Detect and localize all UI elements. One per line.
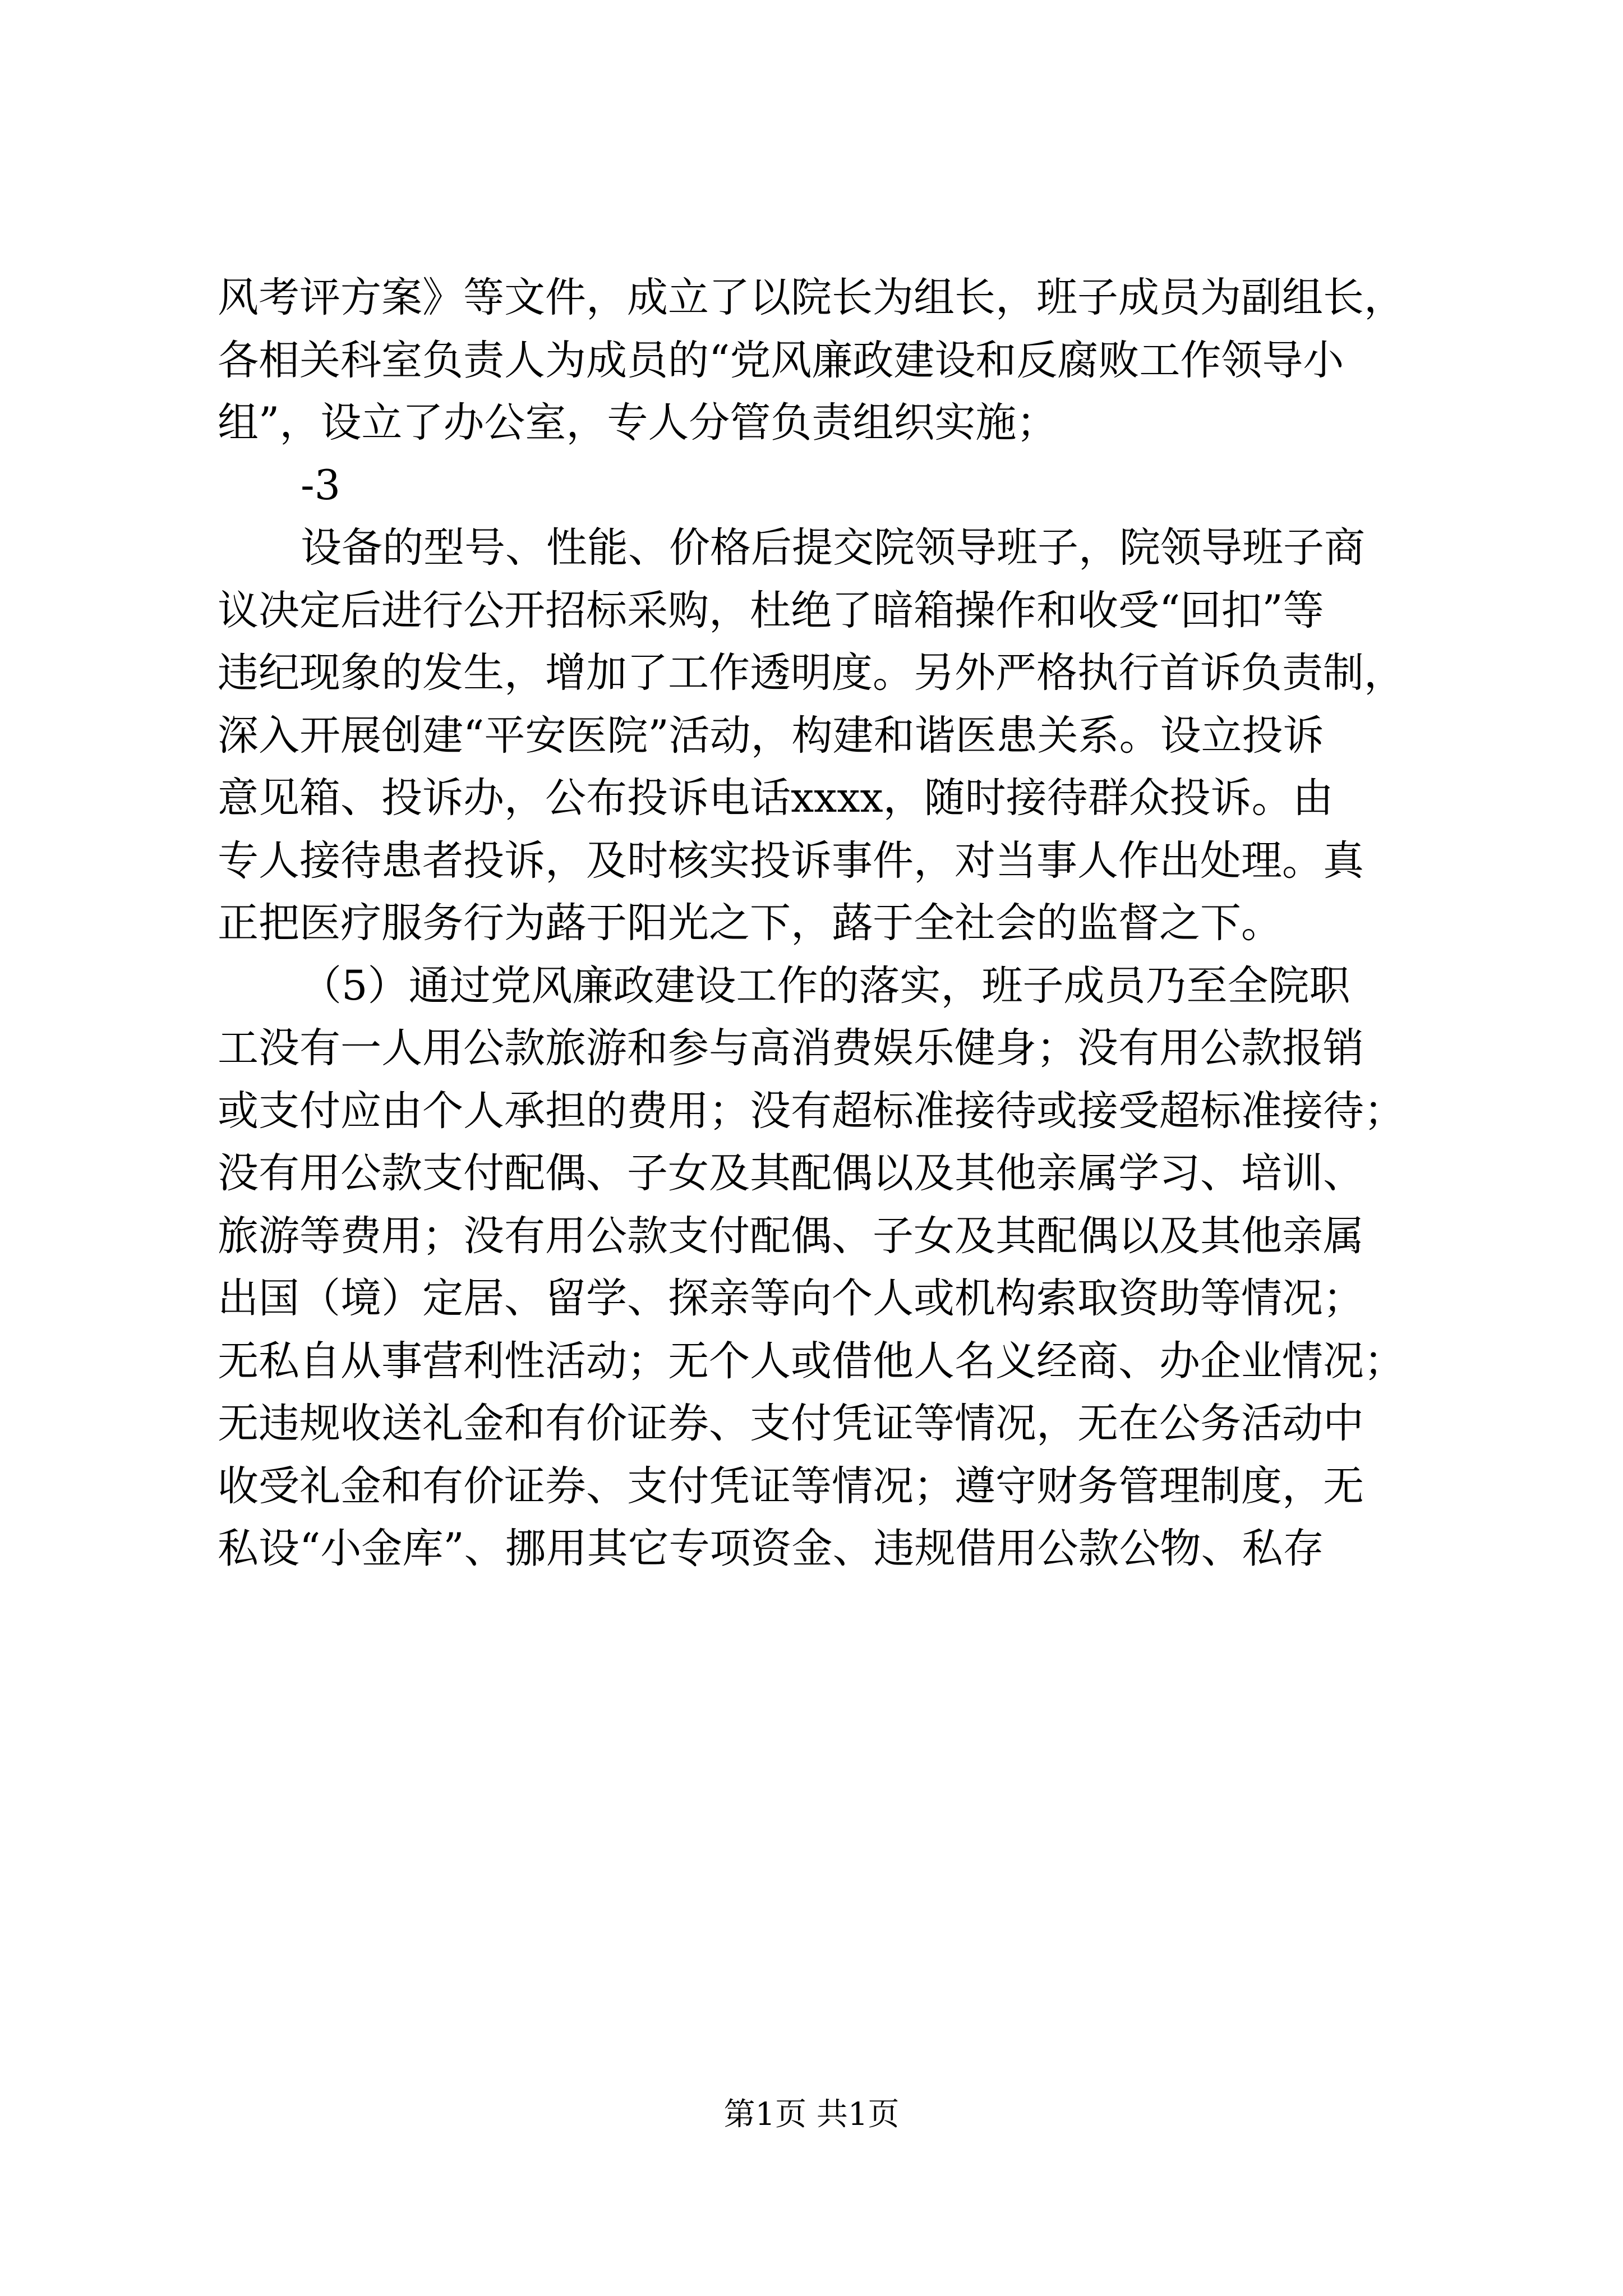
text-line: 工没有一人用公款旅游和参与高消费娱乐健身；没有用公款报销 xyxy=(218,1024,1364,1072)
text-line: 组”，设立了办公室，专人分管负责组织实施； xyxy=(218,399,1058,447)
paragraph-start-line: 设备的型号、性能、价格后提交院领导班子，院领导班子商 xyxy=(301,524,1365,572)
text-line: 私设“小金库”、挪用其它专项资金、违规借用公款公物、私存 xyxy=(218,1525,1324,1572)
text-line: 意见箱、投诉办，公布投诉电话xxxx，随时接待群众投诉。由 xyxy=(218,774,1334,822)
paragraph-start-line: （5）通过党风廉政建设工作的落实，班子成员乃至全院职 xyxy=(301,961,1350,1010)
text-line: 出国（境）定居、留学、探亲等向个人或机构索取资助等情况； xyxy=(218,1274,1364,1322)
text-line: 议决定后进行公开招标采购，杜绝了暗箱操作和收受“回扣”等 xyxy=(218,586,1324,634)
text-line: 各相关科室负责人为成员的“党风廉政建设和反腐败工作领导小 xyxy=(218,336,1344,384)
text-line: 无违规收送礼金和有价证券、支付凭证等情况，无在公务活动中 xyxy=(218,1400,1364,1447)
text-line: 收受礼金和有价证券、支付凭证等情况；遵守财务管理制度，无 xyxy=(218,1462,1364,1510)
text-line: 违纪现象的发生，增加了工作透明度。另外严格执行首诉负责制， xyxy=(218,649,1405,697)
page-footer: 第1页 共1页 xyxy=(723,2096,900,2133)
text-line: 正把医疗服务行为蕗于阳光之下，蕗于全社会的监督之下。 xyxy=(218,899,1282,947)
text-line: 或支付应由个人承担的费用；没有超标准接待或接受超标准接待； xyxy=(218,1087,1405,1135)
text-line: 无私自从事营利性活动；无个人或借他人名义经商、办企业情况； xyxy=(218,1337,1405,1385)
page-marker: -3 xyxy=(301,461,341,509)
text-line: 专人接待患者投诉，及时核实投诉事件，对当事人作出处理。真 xyxy=(218,836,1364,885)
text-line: 深入开展创建“平安医院”活动，构建和谐医患关系。设立投诉 xyxy=(218,711,1324,760)
body-text xyxy=(218,266,1412,1580)
text-line: 没有用公款支付配偶、子女及其配偶以及其他亲属学习、培训、 xyxy=(218,1149,1364,1197)
text-line: 旅游等费用；没有用公款支付配偶、子女及其配偶以及其他亲属 xyxy=(218,1212,1364,1260)
text-line: 风考评方案》等文件，成立了以院长为组长，班子成员为副组长， xyxy=(218,274,1405,321)
